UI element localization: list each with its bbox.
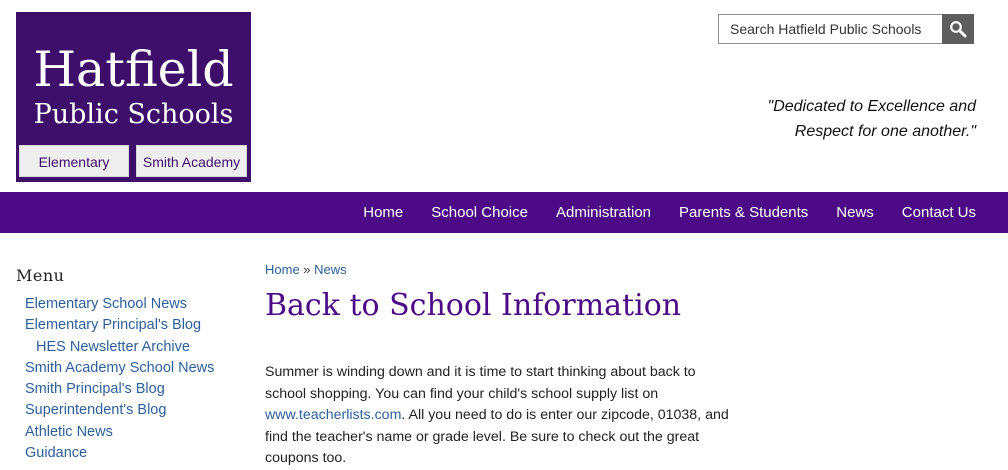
sidebar-item-smith-principal-blog[interactable]: Smith Principal's Blog [25,381,165,398]
article-body [265,362,730,470]
nav-item-parents-students[interactable]: Parents & Students [679,204,809,221]
main-nav [0,192,1008,233]
sidebar-menu [25,294,214,464]
nav-item-home[interactable]: Home [363,204,404,221]
nav-item-contact-us[interactable]: Contact Us [901,204,976,221]
sidebar-item-superintendent-blog[interactable]: Superintendent's Blog [25,402,167,419]
search-input[interactable]: Search Hatfield Public Schools [718,14,943,44]
article-text-1: Summer is winding down and it is time to start thinking about back to school shopping. You can find your child's school supply list on [265,364,696,402]
school-logo[interactable] [16,12,251,182]
nav-item-school-choice[interactable]: School Choice [431,204,528,221]
page-title: Back to School Information [265,288,682,323]
logo-subtitle: Public Schools [33,99,234,130]
smith-academy-button[interactable]: Smith Academy [136,145,247,177]
teacherlists-link[interactable]: www.teacherlists.com [265,407,402,423]
sidebar-title: Menu [16,266,65,285]
logo-title: Hatfield [33,41,234,98]
sidebar-item-guidance[interactable]: Guidance [25,445,88,462]
tagline-line-2: Respect for one another." [794,123,976,140]
breadcrumb-home-link[interactable]: Home [265,262,300,277]
nav-item-news[interactable]: News [836,204,874,221]
sidebar-item-elementary-news[interactable]: Elementary School News [25,296,187,312]
sidebar-item-hes-newsletter[interactable]: HES Newsletter Archive [36,338,190,355]
tagline [656,94,976,144]
breadcrumb [265,261,347,278]
breadcrumb-news-link[interactable]: News [314,262,347,277]
tagline-line-1: "Dedicated to Excellence and [767,98,976,115]
article-text-2: . All you need to do is enter our zipcode, 01038, and find the teacher's name or grade level. Be sure to check out the great coupons too. [265,407,729,466]
breadcrumb-separator: » [299,262,315,277]
sidebar-item-smith-academy-news[interactable]: Smith Academy School News [25,359,215,376]
sidebar-item-elementary-principal-blog[interactable]: Elementary Principal's Blog [25,317,202,334]
search-icon [949,20,967,38]
elementary-button[interactable]: Elementary [19,145,129,177]
nav-item-administration[interactable]: Administration [555,204,652,221]
search-button[interactable] [942,14,974,44]
sidebar-item-athletic-news[interactable]: Athletic News [25,423,113,440]
